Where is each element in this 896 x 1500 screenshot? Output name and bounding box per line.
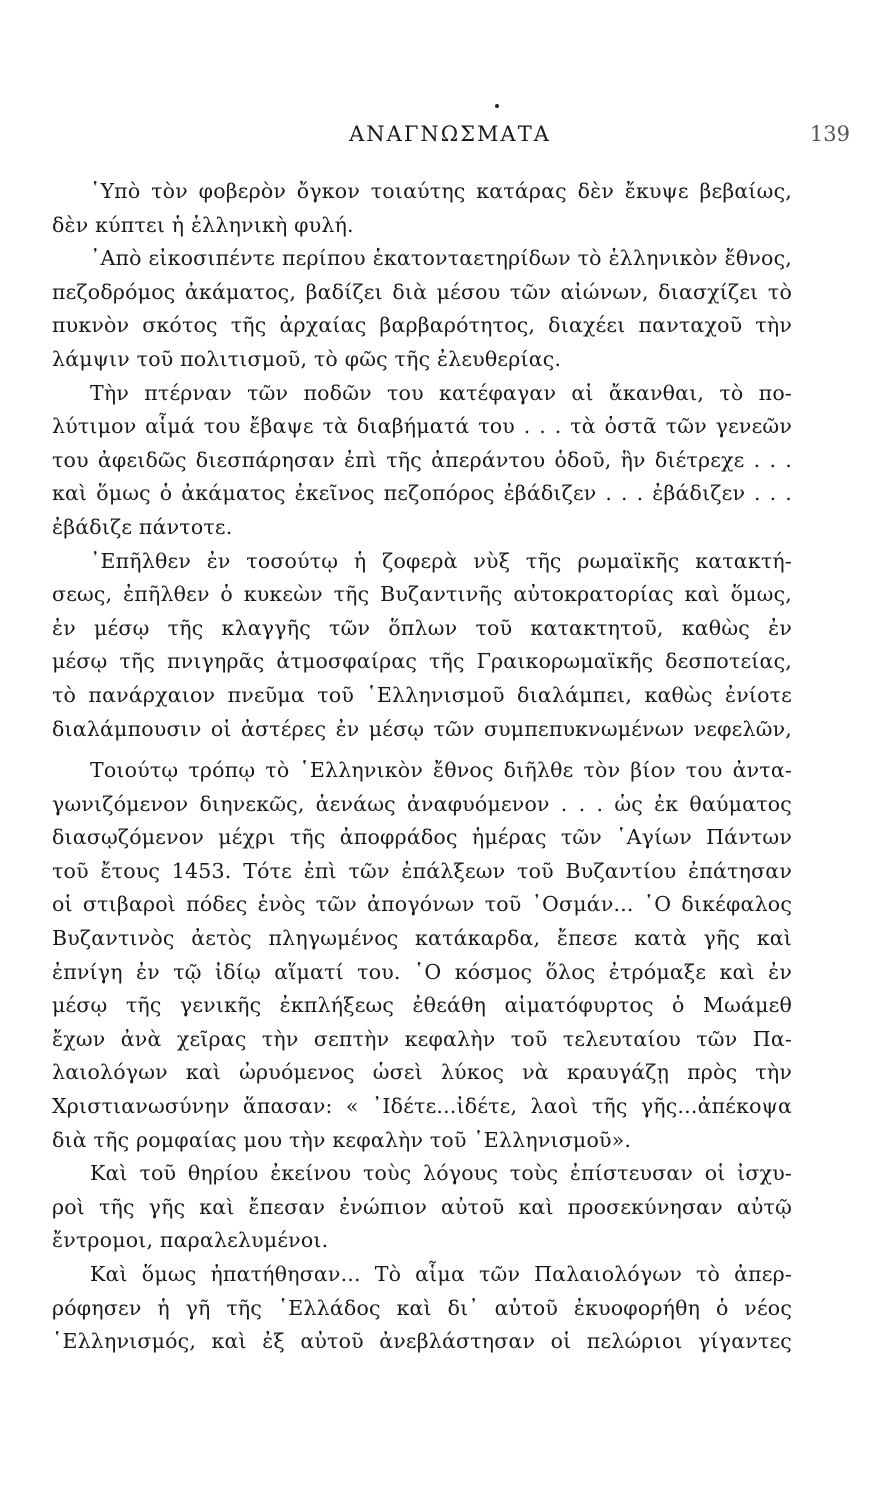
text-line: διαλάμπουσιν οἱ ἀστέρες ἐν μέσῳ τῶν συμπεπυκνωμένων νεφελῶν, [52, 716, 792, 741]
text-line: ἐβάδιζε πάντοτε. [52, 514, 233, 539]
text-line: λύτιμον αἷμά του ἔβαψε τὰ διαβήματά του . . . τὰ ὀστᾶ τῶν γενεῶν [52, 414, 792, 439]
text-line: λαιολόγων καὶ ὠρυόμενος ὡσεὶ λύκος νὰ κραυγάζῃ πρὸς τὴν [52, 1060, 792, 1085]
page-header [50, 122, 850, 156]
text-line: Τὴν πτέρναν τῶν ποδῶν του κατέφαγαν αἱ ἄκανθαι, τὸ πο- [90, 380, 792, 405]
running-title: ΑΝΑΓΝΩΣΜΑΤΑ [349, 122, 551, 146]
body-text [52, 175, 792, 1359]
ink-speck [495, 104, 499, 108]
text-line: Βυζαντινὸς ἀετὸς πληγωμένος κατάκαρδα, ἔπεσε κατὰ γῆς καὶ [52, 926, 792, 951]
text-line: Καὶ ὅμως ἠπατήθησαν... Τὸ αἷμα τῶν Παλαιολόγων τὸ ἀπερ- [90, 1262, 792, 1286]
text-line: λάμψιν τοῦ πολιτισμοῦ, τὸ φῶς τῆς ἐλευθερίας. [52, 346, 562, 371]
text-line: ῾Ελληνισμός, καὶ ἐξ αὐτοῦ ἀνεβλάστησαν οἱ πελώριοι γίγαντες [52, 1329, 792, 1354]
text-line: ἔντρομοι, παραλελυμένοι. [52, 1228, 329, 1253]
text-line: μέσῳ τῆς πνιγηρᾶς ἀτμοσφαίρας τῆς Γραικορωμαϊκῆς δεσποτείας, [52, 649, 792, 674]
text-line: πυκνὸν σκότος τῆς ἀρχαίας βαρβαρότητος, διαχέει πανταχοῦ τὴν [52, 313, 792, 338]
text-line: ῾Υπὸ τὸν φοβερὸν ὄγκον τοιαύτης κατάρας δὲν ἔκυψε βεβαίως, [90, 179, 792, 203]
text-line: μέσῳ τῆς γενικῆς ἐκπλήξεως ἐθεάθη αἱματόφυρτος ὁ Μωάμεθ [52, 993, 792, 1018]
text-line: ἐν μέσῳ τῆς κλαγγῆς τῶν ὅπλων τοῦ κατακτητοῦ, καθὼς ἐν [52, 615, 792, 640]
text-line: Τοιούτῳ τρόπῳ τὸ ῾Ελληνικὸν ἔθνος διῆλθε τὸν βίον του ἀντα- [90, 758, 792, 783]
text-line: τὸ πανάρχαιον πνεῦμα τοῦ ῾Ελληνισμοῦ διαλάμπει, καθὼς ἐνίοτε [52, 682, 792, 707]
text-line: Καὶ τοῦ θηρίου ἐκείνου τοὺς λόγους τοὺς ἐπίστευσαν οἱ ἰσχυ- [90, 1161, 792, 1186]
text-line: γωνιζόμενον διηνεκῶς, ἀενάως ἀναφυόμενον . . . ὡς ἐκ θαύματος [52, 791, 792, 816]
text-line: τοῦ ἔτους 1453. Τότε ἐπὶ τῶν ἐπάλξεων τοῦ Βυζαντίου ἐπάτησαν [52, 858, 792, 883]
text-line: ἐπνίγη ἐν τῷ ἰδίῳ αἵματί του. ῾Ο κόσμος ὅλος ἐτρόμαξε καὶ ἐν [52, 959, 792, 984]
paragraph-gap [52, 746, 792, 754]
page-number: 139 [809, 122, 850, 146]
text-line: του ἀφειδῶς διεσπάρησαν ἐπὶ τῆς ἀπεράντου ὁδοῦ, ἣν διέτρεχε . . . [52, 447, 792, 472]
text-line: διὰ τῆς ρομφαίας μου τὴν κεφαλὴν τοῦ ῾Ελληνισμοῦ». [52, 1127, 632, 1152]
text-line: δὲν κύπτει ἡ ἑλληνικὴ φυλή. [52, 212, 354, 237]
text-line: διασῳζόμενον μέχρι τῆς ἀποφράδος ἡμέρας τῶν ῾Αγίων Πάντων [52, 825, 792, 850]
text-line: ἔχων ἀνὰ χεῖρας τὴν σεπτὴν κεφαλὴν τοῦ τελευταίου τῶν Πα- [52, 1026, 792, 1051]
text-line: ᾿Απὸ εἰκοσιπέντε περίπου ἑκατονταετηρίδων τὸ ἑλληνικὸν ἔθνος, [90, 246, 792, 271]
text-line: σεως, ἐπῆλθεν ὁ κυκεὼν τῆς Βυζαντινῆς αὐτοκρατορίας καὶ ὅμως, [52, 582, 792, 607]
text-line: οἱ στιβαροὶ πόδες ἑνὸς τῶν ἀπογόνων τοῦ ᾿Οσμάν... ῾Ο δικέφαλος [52, 892, 792, 917]
text-line: ᾿Επῆλθεν ἐν τοσούτῳ ἡ ζοφερὰ νὺξ τῆς ρωμαϊκῆς κατακτή- [90, 548, 792, 573]
text-line: ρόφησεν ἡ γῆ τῆς ῾Ελλάδος καὶ δι᾿ αὐτοῦ ἐκυοφορήθη ὁ νέος [52, 1295, 792, 1320]
text-line: καὶ ὅμως ὁ ἀκάματος ἐκεῖνος πεζοπόρος ἐβάδιζεν . . . ἐβάδιζεν . . . [52, 481, 792, 506]
text-line: Χριστιανωσύνην ἅπασαν: « ᾿Ιδέτε...ἰδέτε, λαοὶ τῆς γῆς...ἀπέκοψα [52, 1094, 792, 1119]
text-line: πεζοδρόμος ἀκάματος, βαδίζει διὰ μέσου τῶν αἰώνων, διασχίζει τὸ [52, 279, 792, 304]
text-line: ροὶ τῆς γῆς καὶ ἔπεσαν ἐνώπιον αὐτοῦ καὶ προσεκύνησαν αὐτῷ [52, 1194, 792, 1219]
